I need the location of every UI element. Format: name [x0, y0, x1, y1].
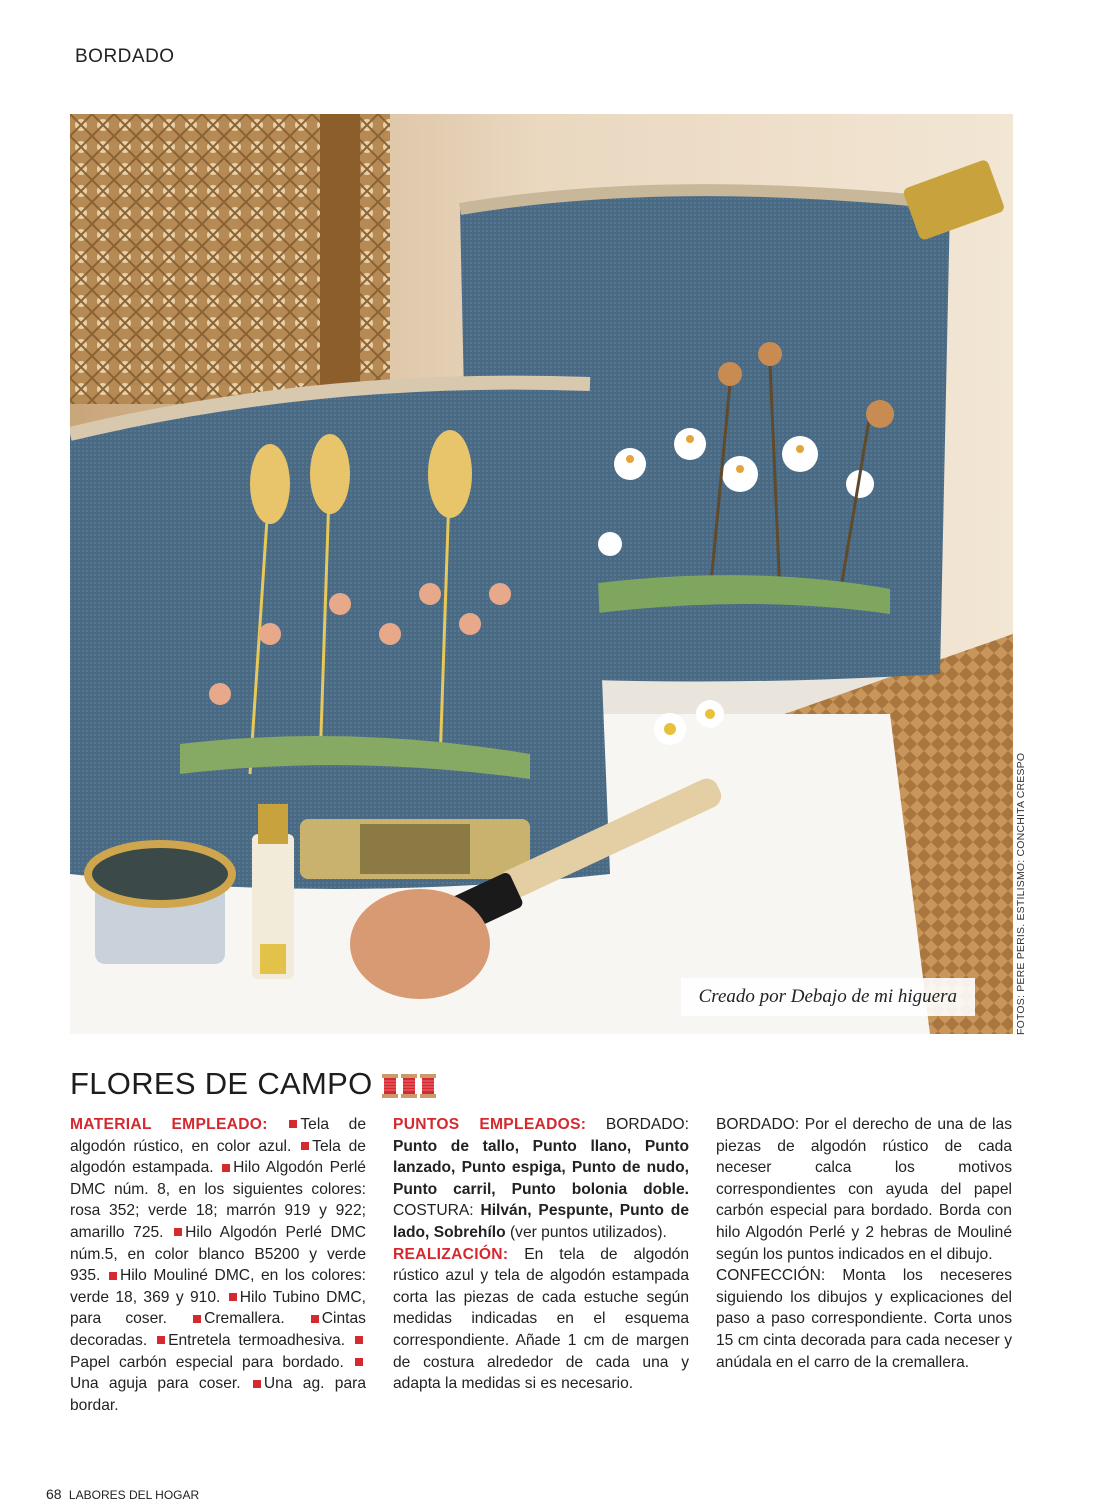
difficulty-indicator: [382, 1074, 439, 1098]
spool-icon: [401, 1074, 417, 1098]
material-item: Cintas decoradas.: [70, 1310, 366, 1349]
materials-heading: MATERIAL EMPLEADO:: [70, 1116, 268, 1133]
materials-list: [70, 1114, 366, 1416]
spool-icon: [382, 1074, 398, 1098]
bullet-square: [289, 1120, 297, 1128]
material-item: Hilo Algodón Perlé DMC núm.5, en color blanco B5200 y verde 935.: [70, 1223, 366, 1285]
product-photo: [70, 114, 1013, 1034]
bullet-square: [157, 1336, 165, 1344]
costura-list: Hilván, Pespunte, Punto de lado, Sobrehílo: [393, 1202, 689, 1241]
stitches-bordado-list: Punto de tallo, Punto llano, Punto lanzado, Punto espiga, Punto de nudo, Punto carril, Punto bolonia doble.: [393, 1137, 689, 1198]
material-item: Una ag. para bordar.: [70, 1375, 366, 1414]
bullet-square: [193, 1315, 201, 1323]
material-item: Hilo Mouliné DMC, en los colores: verde 18, 369 y 910.: [70, 1267, 366, 1306]
material-item: Papel carbón especial para bordado.: [70, 1353, 344, 1371]
bordado-paragraph: BORDADO: Por el derecho de una de las piezas de algodón rústico de cada neceser calca los motivos correspondientes con ayuda del papel carbón especial para bordado. Borda con hilo Algodón Perlé y 2 hebras de Mouliné según los puntos indicados en el dibujo.: [716, 1116, 1012, 1263]
material-item: Una aguja para coser.: [70, 1375, 241, 1393]
costura-note: (ver puntos utilizados).: [509, 1223, 667, 1241]
realizacion-paragraph: [393, 1244, 689, 1395]
cosmetic-jar: [88, 844, 232, 964]
bullet-square: [355, 1336, 363, 1344]
costura-label: COSTURA:: [393, 1202, 474, 1220]
spool-icon: [420, 1074, 436, 1098]
realizacion-text: En tela de algodón rústico azul y tela de algodón estampada corta las piezas de cada estuche según medidas indicadas en el esquema correspondiente. Añade 1 cm de margen de costura alrededor de cada una y adapta la medidas si es necesario.: [393, 1245, 689, 1393]
material-item: Hilo Algodón Perlé DMC núm. 8, en los siguientes colores: rosa 352; verde 18; marrón 919 y 922; amarillo 725.: [70, 1159, 366, 1241]
stitches-column: [393, 1114, 689, 1395]
material-item: Hilo Tubino DMC, para coser.: [70, 1288, 366, 1328]
bullet-square: [174, 1228, 182, 1236]
stitches-bordado-label: BORDADO:: [605, 1116, 689, 1133]
photo-caption: Creado por Debajo de mi higuera: [681, 978, 975, 1016]
material-item: Tela de algodón estampada.: [70, 1137, 366, 1177]
article-title-row: [70, 1066, 439, 1102]
realizacion-heading: REALIZACIÓN:: [393, 1245, 509, 1263]
bullet-square: [253, 1380, 261, 1388]
page-number: 68: [46, 1486, 62, 1502]
stitches-heading: PUNTOS EMPLEADOS:: [393, 1116, 587, 1133]
materials-column: [70, 1114, 366, 1416]
stitches-paragraph: [393, 1114, 689, 1244]
bullet-square: [222, 1164, 230, 1172]
photo-credit-text: FOTOS: PERE PERIS. ESTILISMO: CONCHITA CRESPO: [1015, 752, 1027, 1035]
section-label: BORDADO: [75, 46, 175, 67]
serum-bottle: [252, 804, 294, 979]
page-footer: [46, 1486, 199, 1502]
front-pouch: [70, 383, 610, 889]
bullet-square: [355, 1358, 363, 1366]
confeccion-paragraph: CONFECCIÓN: Monta los neceseres siguiendo los dibujos y explicaciones del paso a paso correspondiente. Corta unos 15 cm cinta decorada para cada neceser y anúdala en el carro de la cremallera.: [716, 1267, 1012, 1371]
magazine-name: LABORES DEL HOGAR: [68, 1488, 200, 1502]
photo-credit: [1013, 752, 1029, 1035]
bullet-square: [109, 1272, 117, 1280]
material-item: Tela de algodón rústico, en color azul.: [70, 1116, 366, 1155]
lipstick: [300, 819, 530, 879]
bullet-square: [311, 1315, 319, 1323]
material-item: Entretela termoadhesiva.: [168, 1331, 346, 1349]
article-title: FLORES DE CAMPO: [70, 1066, 373, 1101]
material-item: Cremallera.: [204, 1310, 285, 1328]
photo-illustration: [70, 114, 1013, 1034]
bullet-square: [301, 1142, 309, 1150]
instructions-column: [716, 1114, 1012, 1373]
bullet-square: [229, 1293, 237, 1301]
